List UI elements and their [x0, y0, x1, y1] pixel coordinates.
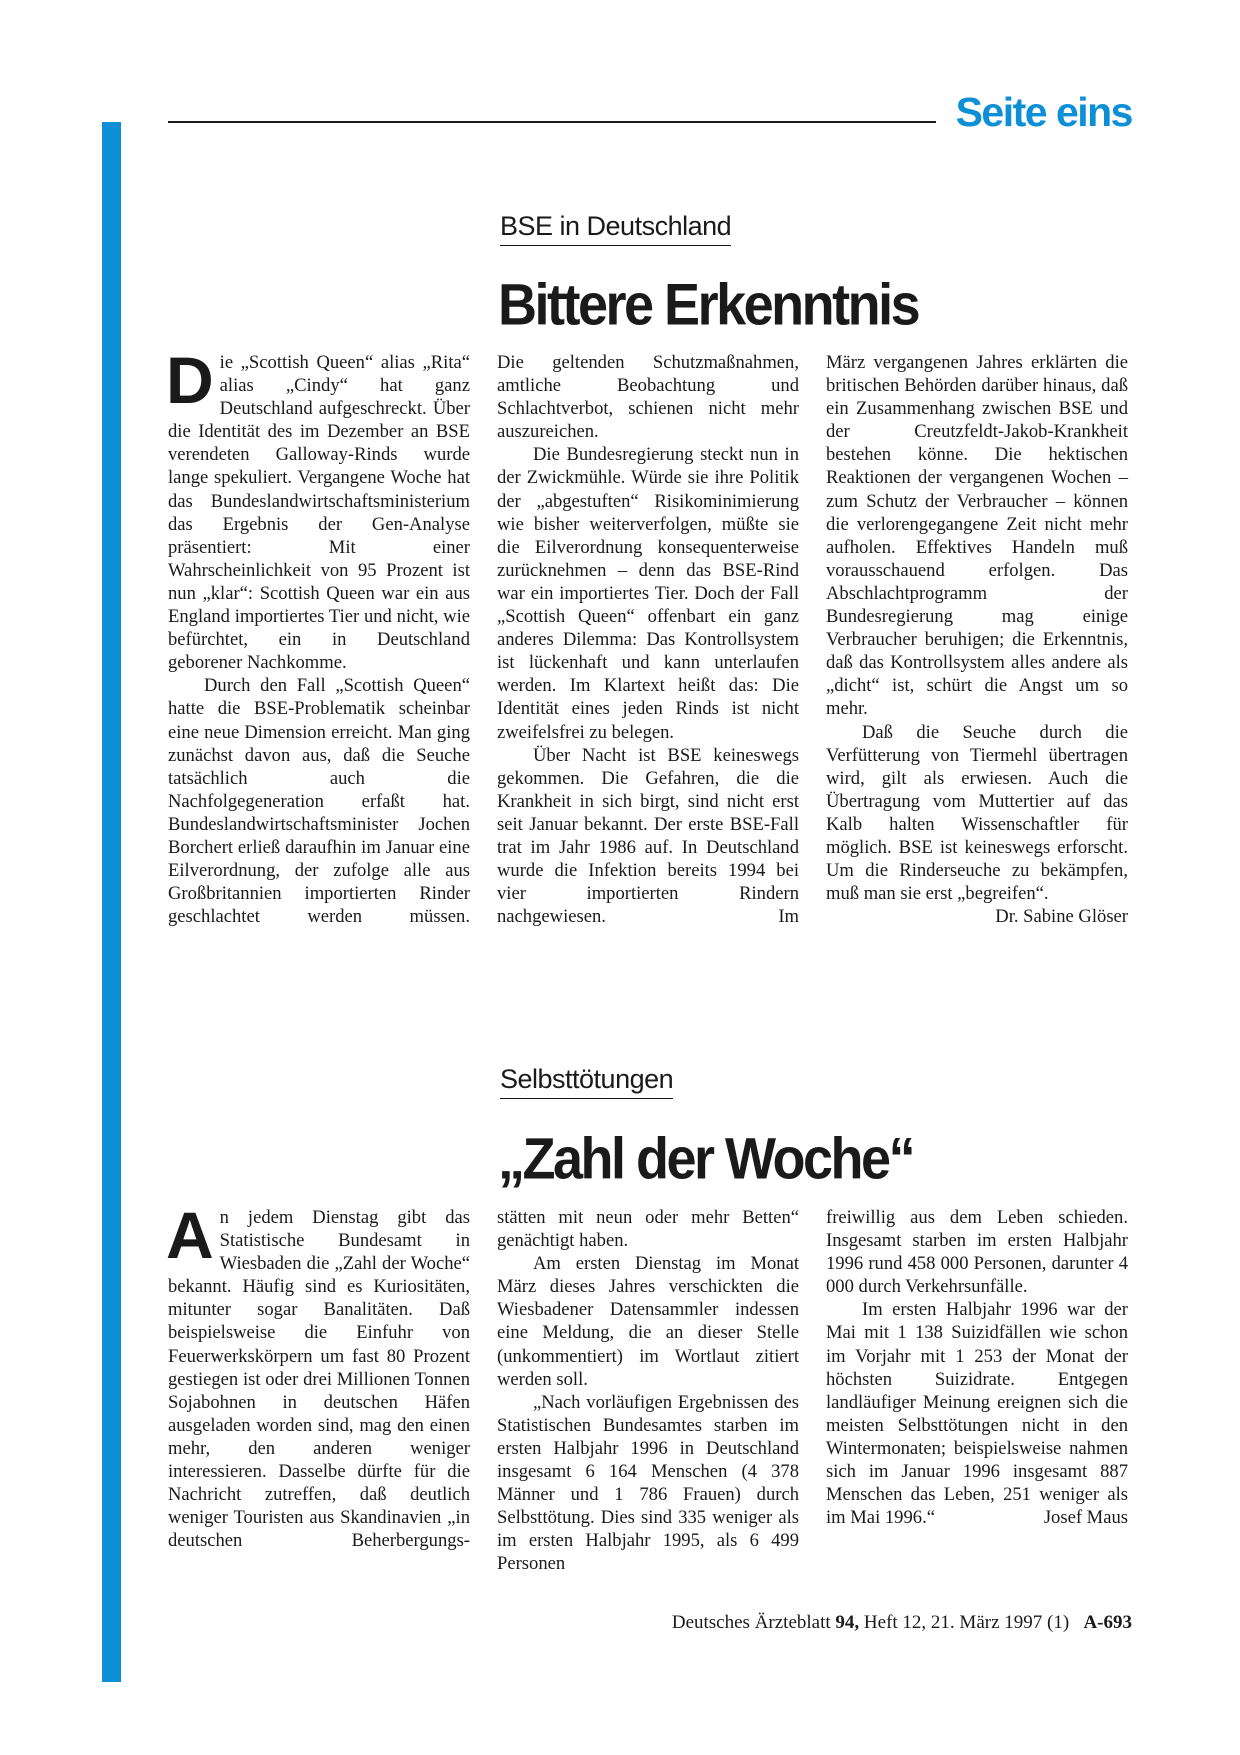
paragraph: Durch den Fall „Scottish Queen“ hatte die BSE-Problematik scheinbar eine neue Dimension erreicht. Man ging zunächst davon aus, daß die Seuche tatsächlich auch die Nachfolgegeneration erfaßt hat. Bundeslandwirtschaftsminister Jochen Borchert erließ daraufhin im Januar eine Eilverordnung, der zufolge alle aus Großbritannien importierten Rinder geschlachtet werden müssen.	[168, 675, 470, 928]
footer-page-number: A-693	[1083, 1612, 1132, 1633]
accent-bar	[102, 122, 121, 1682]
header-rule	[168, 121, 936, 123]
article-1-headline: Bittere Erkenntnis	[498, 272, 919, 338]
paragraph: Die Bundesregierung steckt nun in der Zwickmühle. Würde sie ihre Politik der „abgestuften“ Risikominimierung wie bisher weiterverfolgen, müßte sie die Eilverordnung konsequenterweise zurücknehmen – denn das BSE-Rind war ein importiertes Tier. Doch der Fall „Scottish Queen“ offenbart ein ganz anderes Dilemma: Das Kontrollsystem ist lückenhaft und kann unterlaufen werden. Im Klartext heißt das: Die Identität eines jeden Rinds ist nicht zweifelsfrei zu belegen.	[497, 444, 799, 743]
footer-issue: Heft 12, 21. März 1997 (1)	[863, 1612, 1070, 1633]
paragraph: Im ersten Halbjahr 1996 war der Mai mit 1 138 Suizidfällen wie schon im Vorjahr mit 1 253 der Monat der höchsten Suizidrate. Entgegen landläufiger Meinung ereignen sich die meisten Selbsttötungen nicht in den Wintermonaten; beispielsweise nahmen sich im Januar 1996 insgesamt 887 Menschen das Leben, 251 weniger als im Mai 1996.“ Josef Maus	[826, 1299, 1128, 1529]
article-2-column-3	[826, 1206, 1128, 1529]
paragraph: Daß die Seuche durch die Verfütterung von Tiermehl übertragen wird, gilt als erwiesen. Auch die Übertragung vom Muttertier auf das Kalb halten Wissenschaftler für möglich. BSE ist keineswegs erforscht. Um die Rinderseuche zu bekämpfen, muß man sie erst „begreifen“. Dr. Sabine Glöser	[826, 721, 1128, 928]
paragraph: ie „Scottish Queen“ alias „Rita“ alias „Cindy“ hat ganz Deutschland aufgeschreckt. Über die Identität des im Dezember an BSE verendeten Galloway-Rinds wurde lange spekuliert. Vergangene Woche hat das Bundeslandwirtschaftsministerium das Ergebnis der Gen-Analyse präsentiert: Mit einer Wahrscheinlichkeit von 95 Prozent ist nun „klar“: Scottish Queen war ein aus England importiertes Tier und nicht, wie befürchtet, ein in Deutschland geborener Nachkomme.	[168, 352, 470, 674]
paragraph: „Nach vorläufigen Ergebnissen des Statistischen Bundesamtes starben im ersten Halbjahr 1996 in Deutschland insgesamt 6 164 Menschen (4 378 Männer und 1 786 Frauen) durch Selbsttötung. Dies sind 335 weniger als im ersten Halbjahr 1995, als 6 499 Personen	[497, 1391, 799, 1575]
paragraph: stätten mit neun oder mehr Betten“ genächtigt haben.	[497, 1207, 799, 1252]
footer-volume: 94,	[835, 1612, 860, 1633]
paragraph: n jedem Dienstag gibt das Statistische Bundesamt in Wiesbaden die „Zahl der Woche“ bekannt. Häufig sind es Kuriositäten, mitunter sogar Banalitäten. Daß beispielsweise die Einfuhr von Feuerwerkskörpern um fast 80 Prozent gestiegen ist oder drei Millionen Tonnen Sojabohnen in deutschen Häfen ausgeladen worden sind, mag den einen mehr, den anderen weniger interessieren. Dasselbe dürfte für die Nachricht zutreffen, daß deutlich weniger Touristen aus Skandinavien „in deutschen Beherbergungs-	[168, 1207, 470, 1552]
article-2-author: Josef Maus	[1043, 1507, 1128, 1529]
article-2-column-2	[497, 1206, 799, 1576]
article-2-dropcap: A	[166, 1198, 214, 1272]
paragraph: März vergangenen Jahres erklärten die britischen Behörden darüber hinaus, daß ein Zusammenhang zwischen BSE und der Creutzfeldt-Jakob-Krankheit bestehen könne. Die hektischen Reaktionen der vergangenen Wochen – zum Schutz der Verbraucher – können die verlorengegangene Zeit nicht mehr aufholen. Effektives Handeln muß vorausschauend erfolgen. Das Abschlachtprogramm der Bundesregierung mag einige Verbraucher beruhigen; die Erkenntnis, daß das Kontrollsystem alles andere als „dicht“ ist, schürt die Angst um so mehr.	[826, 352, 1128, 720]
article-2-kicker: Selbsttötungen	[500, 1064, 673, 1099]
article-2-column-1	[166, 1198, 470, 1552]
article-1-column-1	[166, 343, 470, 928]
paragraph: Über Nacht ist BSE keineswegs gekommen. Die Gefahren, die die Krankheit in sich birgt, sind nicht erst seit Januar bekannt. Der erste BSE-Fall trat im Jahr 1986 auf. In Deutschland wurde die Infektion bereits 1994 bei vier importierten Rindern nachgewiesen. Im	[497, 744, 799, 928]
section-title: Seite eins	[955, 89, 1132, 135]
page-footer	[672, 1612, 1132, 1634]
footer-journal: Deutsches Ärzteblatt	[671, 1612, 831, 1633]
paragraph: Die geltenden Schutzmaßnahmen, amtliche Beobachtung und Schlachtverbot, schienen nicht mehr auszureichen.	[497, 352, 799, 443]
paragraph: freiwillig aus dem Leben schieden. Insgesamt starben im ersten Halbjahr 1996 rund 458 000 Personen, darunter 4 000 durch Verkehrsunfälle.	[826, 1207, 1128, 1298]
article-1-kicker: BSE in Deutschland	[500, 211, 731, 246]
article-1-column-3	[826, 351, 1128, 928]
article-2-headline: „Zahl der Woche“	[498, 1126, 914, 1192]
article-1-dropcap: D	[166, 343, 214, 417]
article-1-column-2	[497, 351, 799, 928]
paragraph: Am ersten Dienstag im Monat März dieses Jahres verschickten die Wiesbadener Datensammler indessen eine Meldung, die an dieser Stelle (unkommentiert) im Wortlaut zitiert werden soll.	[497, 1253, 799, 1390]
article-1-author: Dr. Sabine Glöser	[995, 906, 1128, 928]
